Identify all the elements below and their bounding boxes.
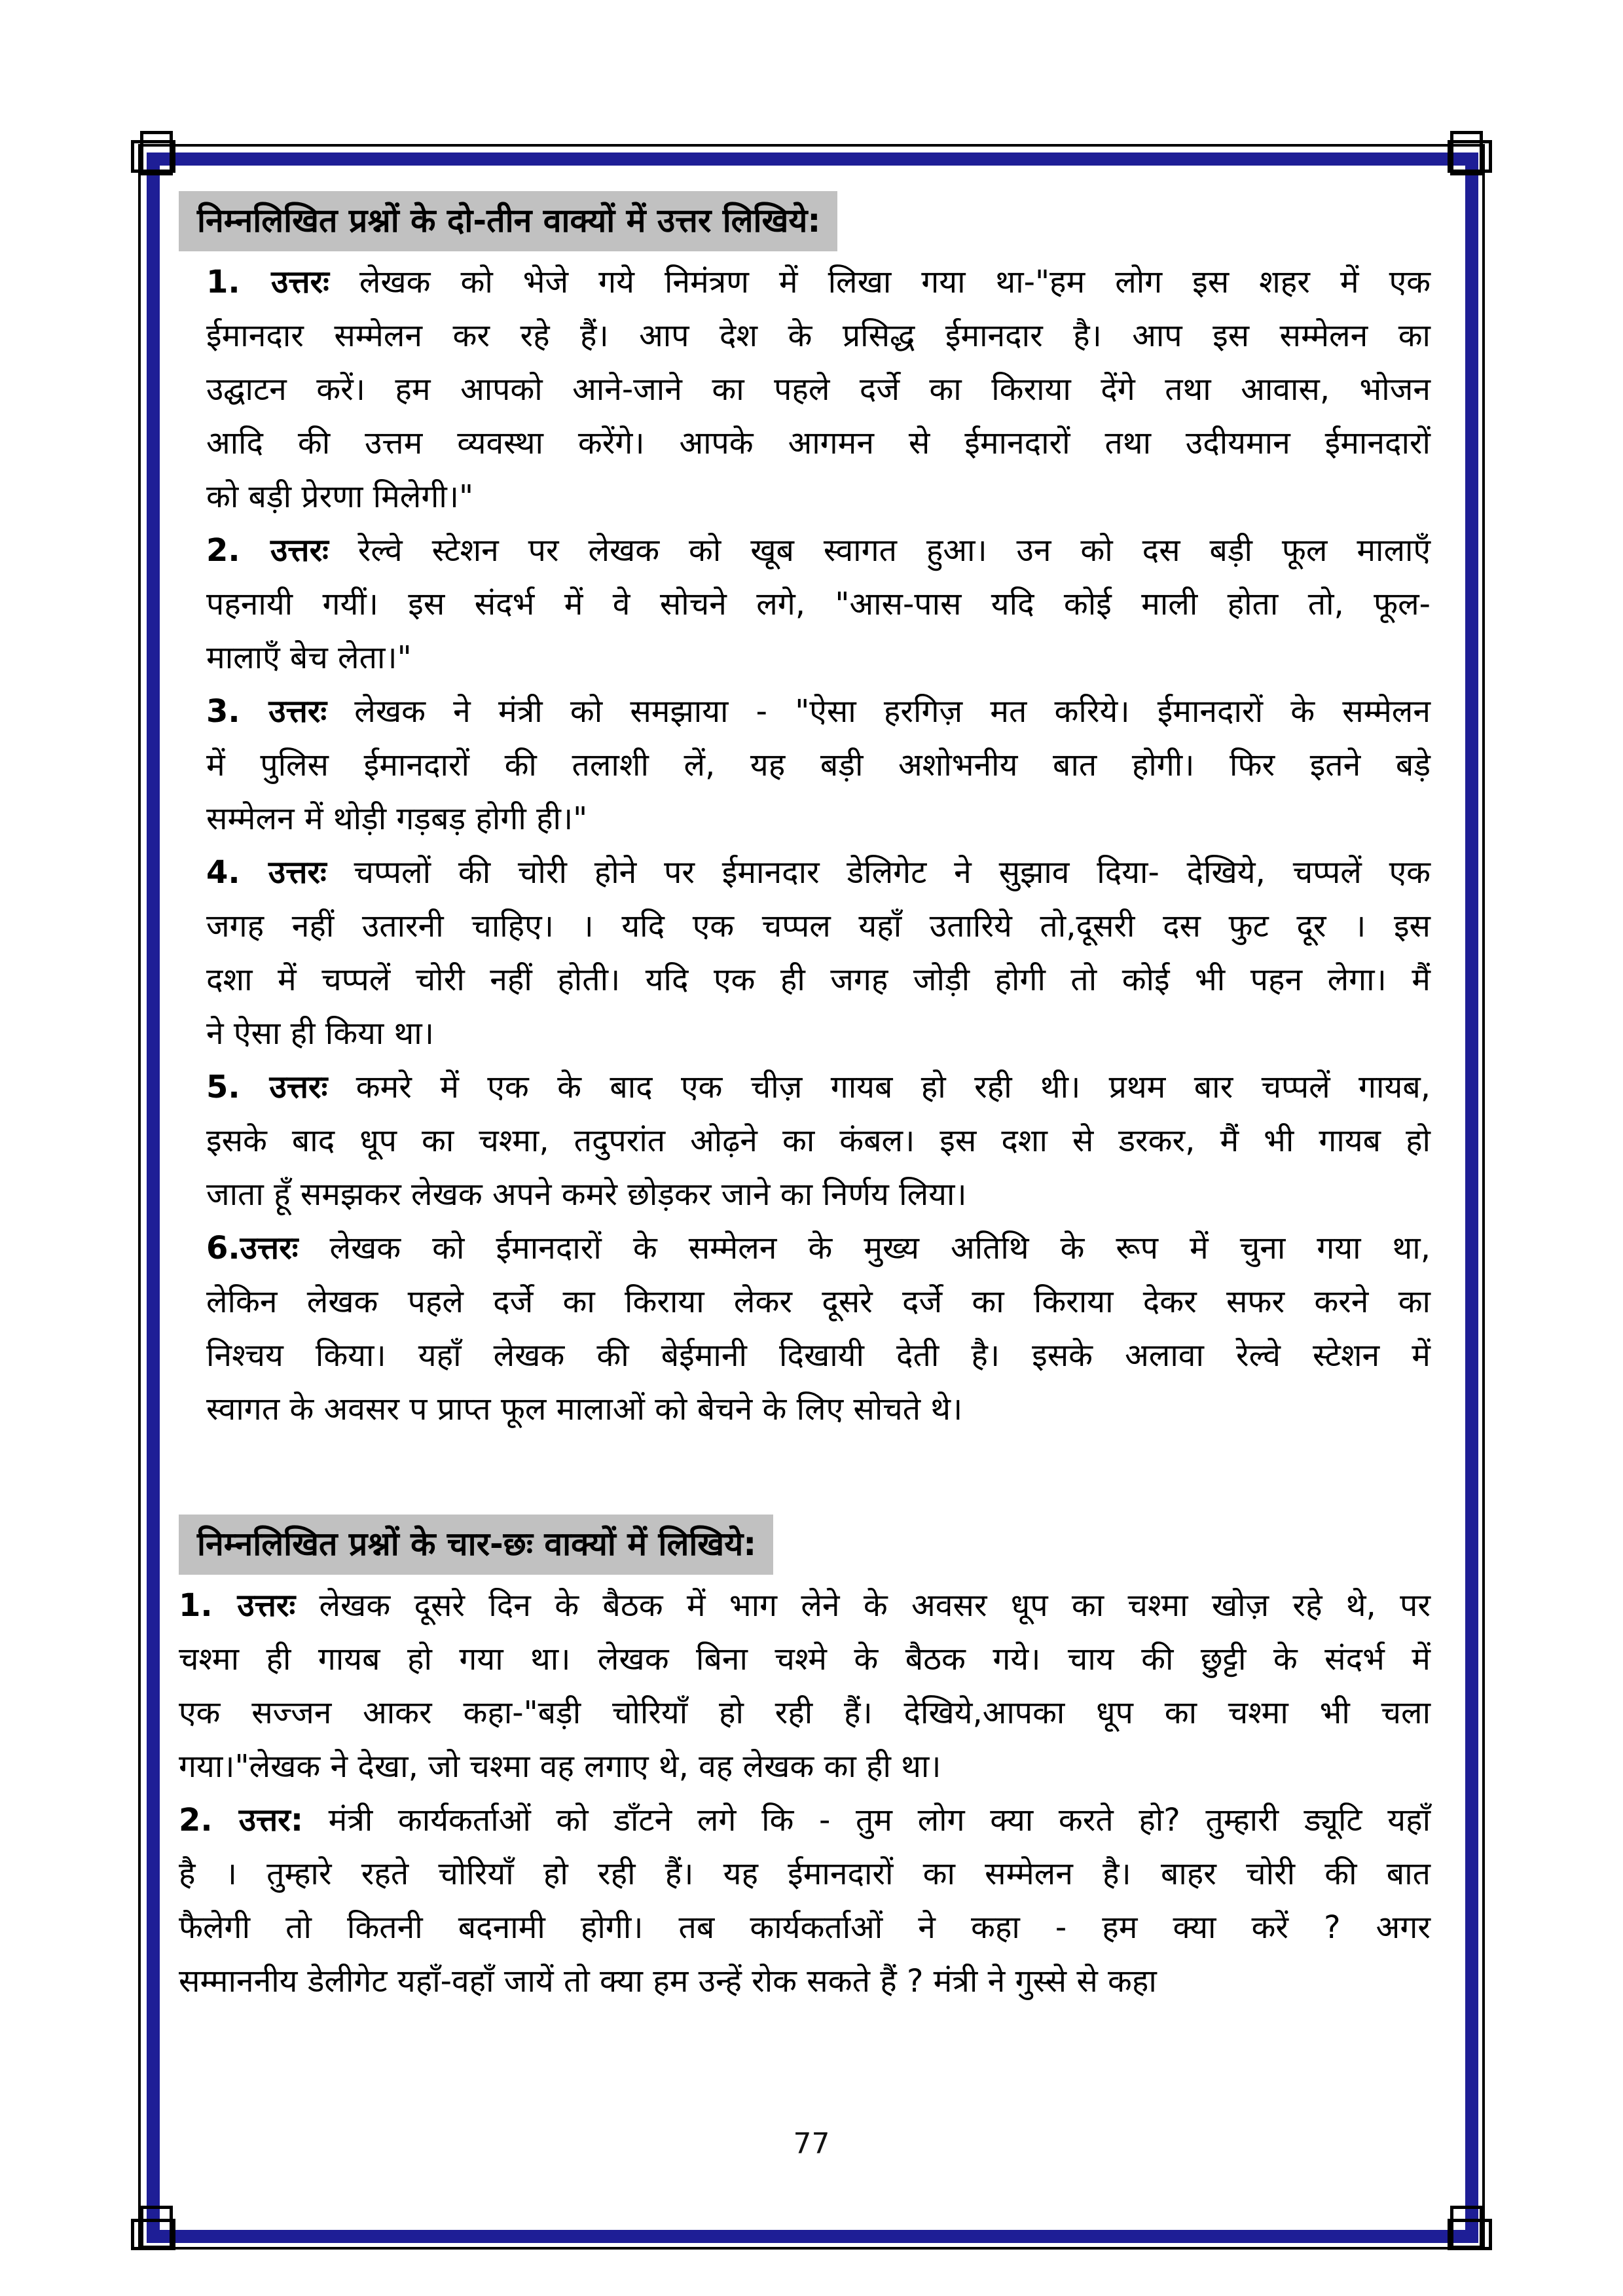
answer-line-text: लेखक ने मंत्री को समझाया - "ऐसा हरगिज़ मत करिये। ईमानदारों के सम्मेलन <box>354 693 1431 730</box>
answer-line: चश्मा ही गायब हो गया था। लेखक बिना चश्मे के बैठक गये। चाय की छुट्टी के संदर्भ में <box>179 1641 1431 1677</box>
answer-number-label: 1. उत्तरः <box>206 264 329 300</box>
answer-line-text: लेखक को ईमानदारों के सम्मेलन के मुख्य अतिथि के रूप में चुना गया था, <box>329 1230 1431 1266</box>
answer-line-text: मंत्री कार्यकर्ताओं को डाँटने लगे कि - तुम लोग क्या करते हो? तुम्हारी ड्यूटि यहाँ <box>328 1802 1431 1839</box>
answer-6 <box>206 1221 1431 1436</box>
answer-line <box>206 255 1431 309</box>
answer-line: उद्घाटन करें। हम आपको आने-जाने का पहले दर्जे का किराया देंगे तथा आवास, भोजन <box>206 371 1431 408</box>
answer-number-label: 6.उत्तरः <box>206 1230 299 1266</box>
answer-4 <box>206 846 1431 1060</box>
answer-line: में पुलिस ईमानदारों की तलाशी लें, यह बड़ी अशोभनीय बात होगी। फिर इतने बड़े <box>206 747 1431 783</box>
answer-line: ईमानदार सम्मेलन कर रहे हैं। आप देश के प्रसिद्ध ईमानदार है। आप इस सम्मेलन का <box>206 317 1431 354</box>
answer-line: है । तुम्हारे रहते चोरियाँ हो रही हैं। यह ईमानदारों का सम्मेलन है। बाहर चोरी की बात <box>179 1856 1431 1892</box>
answer-1 <box>179 1579 1431 1793</box>
answer-line <box>206 685 1431 738</box>
answer-line: स्वागत के अवसर प प्राप्त फूल मालाओं को बेचने के लिए सोचते थे। <box>206 1391 963 1427</box>
section-heading: निम्नलिखित प्रश्नों के चार-छः वाक्यों में लिखिये: <box>179 1515 773 1575</box>
answer-line <box>206 1060 1431 1114</box>
section-heading: निम्नलिखित प्रश्नों के दो-तीन वाक्यों में उत्तर लिखिये: <box>179 191 837 251</box>
answer-line <box>206 1221 1431 1275</box>
answer-line: इसके बाद धूप का चश्मा, तदुपरांत ओढ़ने का कंबल। इस दशा से डरकर, मैं भी गायब हो <box>206 1122 1431 1159</box>
corner-ornament-top-right <box>1450 131 1483 175</box>
answer-line: सम्मेलन में थोड़ी गड़बड़ होगी ही।" <box>206 800 588 837</box>
section-four-six-sentence-answers <box>179 1436 1431 2008</box>
answer-line <box>179 1793 1431 1847</box>
answer-1 <box>206 255 1431 524</box>
answer-line: दशा में चप्पलें चोरी नहीं होती। यदि एक ही जगह जोड़ी होगी तो कोई भी पहन लेगा। मैं <box>206 961 1431 998</box>
answer-line-text: लेखक को भेजे गये निमंत्रण में लिखा गया था-"हम लोग इस शहर में एक <box>359 264 1431 300</box>
answer-line: को बड़ी प्रेरणा मिलेगी।" <box>206 478 474 515</box>
answer-line: लेकिन लेखक पहले दर्जे का किराया लेकर दूसरे दर्जे का किराया देकर सफर करने का <box>206 1283 1431 1320</box>
answer-line: ने ऐसा ही किया था। <box>206 1015 434 1052</box>
answers-block <box>179 1579 1431 2008</box>
answer-number-label: 2. उत्तर: <box>179 1802 304 1839</box>
answer-line-text: कमरे में एक के बाद एक चीज़ गायब हो रही थी। प्रथम बार चप्पलें गायब, <box>356 1069 1431 1105</box>
answer-number-label: 1. उत्तरः <box>179 1587 296 1624</box>
answer-2 <box>179 1793 1431 2008</box>
answer-line <box>179 1579 1431 1632</box>
answer-line: फैलेगी तो कितनी बदनामी होगी। तब कार्यकर्ताओं ने कहा - हम क्या करें ? अगर <box>179 1909 1431 1946</box>
answer-number-label: 3. उत्तरः <box>206 693 327 730</box>
page-number: 77 <box>793 2127 830 2161</box>
answer-line-text: लेखक दूसरे दिन के बैठक में भाग लेने के अवसर धूप का चश्मा खोज़ रहे थे, पर <box>319 1587 1431 1624</box>
answer-line-text: रेल्वे स्टेशन पर लेखक को खूब स्वागत हुआ। उन को दस बड़ी फूल मालाएँ <box>357 532 1431 569</box>
answer-line-text: चप्पलों की चोरी होने पर ईमानदार डेलिगेट ने सुझाव दिया- देखिये, चप्पलें एक <box>354 854 1431 891</box>
answer-line: पहनायी गयीं। इस संदर्भ में वे सोचने लगे, "आस-पास यदि कोई माली होता तो, फूल- <box>206 586 1431 622</box>
answer-line: आदि की उत्तम व्यवस्था करेंगे। आपके आगमन से ईमानदारों तथा उदीयमान ईमानदारों <box>206 425 1431 461</box>
answer-number-label: 2. उत्तरः <box>206 532 329 569</box>
answer-number-label: 5. उत्तरः <box>206 1069 328 1105</box>
corner-ornament-bottom-right <box>1450 2206 1483 2249</box>
document-content <box>179 191 1431 2008</box>
answer-2 <box>206 524 1431 685</box>
answers-block <box>206 255 1431 1436</box>
answer-line: जाता हूँ समझकर लेखक अपने कमरे छोड़कर जाने का निर्णय लिया। <box>206 1176 967 1213</box>
answer-line <box>206 846 1431 899</box>
answer-line: सम्माननीय डेलीगेट यहाँ-वहाँ जायें तो क्या हम उन्हें रोक सकते हैं ? मंत्री ने गुस्से से कहा <box>179 1963 1157 2000</box>
answer-5 <box>206 1060 1431 1221</box>
answer-line: जगह नहीं उतारनी चाहिए। । यदि एक चप्पल यहाँ उतारिये तो,दूसरी दस फुट दूर । इस <box>206 908 1431 944</box>
answer-line: निश्चय किया। यहाँ लेखक की बेईमानी दिखायी देती है। इसके अलावा रेल्वे स्टेशन में <box>206 1337 1431 1374</box>
answer-line: गया।"लेखक ने देखा, जो चश्मा वह लगाए थे, वह लेखक का ही था। <box>179 1748 941 1785</box>
corner-ornament-bottom-left <box>140 2206 173 2249</box>
answer-line: एक सज्जन आकर कहा-"बड़ी चोरियाँ हो रही हैं। देखिये,आपका धूप का चश्मा भी चला <box>179 1695 1431 1731</box>
answer-line <box>206 524 1431 577</box>
answer-3 <box>206 685 1431 846</box>
corner-ornament-top-left <box>140 131 173 175</box>
answer-number-label: 4. उत्तरः <box>206 854 327 891</box>
section-two-three-sentence-answers <box>179 191 1431 1436</box>
answer-line: मालाएँ बेच लेता।" <box>206 639 412 676</box>
